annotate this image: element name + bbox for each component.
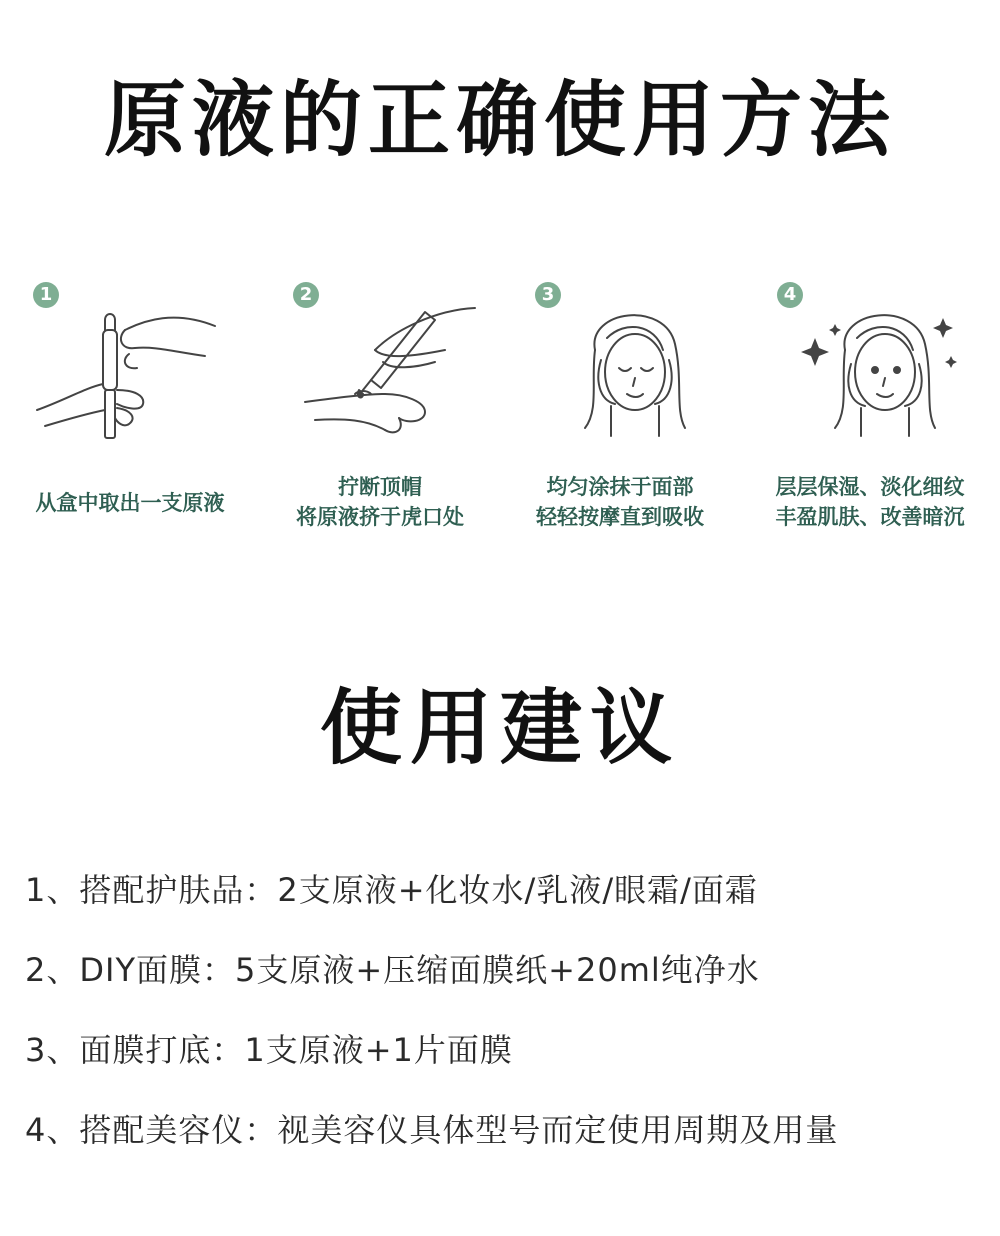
step-2 — [255, 278, 505, 548]
step-caption: 从盒中取出一支原液 — [35, 491, 225, 515]
step-caption — [745, 472, 995, 532]
step-caption-line: 拧断顶帽 — [338, 475, 422, 499]
step-caption — [495, 472, 745, 532]
step-4 — [745, 278, 995, 548]
step-1 — [5, 278, 255, 548]
step-caption-line: 将原液挤于虎口处 — [296, 505, 464, 529]
step-3 — [495, 278, 745, 548]
list-item: 3、面膜打底：1支原液+1片面膜 — [25, 1031, 513, 1069]
face-massage-illustration — [515, 290, 725, 440]
face-glow-illustration — [765, 290, 975, 440]
step-caption-line: 轻轻按摩直到吸收 — [536, 505, 704, 529]
page-title: 原液的正确使用方法 — [103, 72, 896, 168]
step-caption-line: 丰盈肌肤、改善暗沉 — [775, 505, 965, 529]
hand-ampoule-drop-illustration — [275, 290, 485, 440]
step-number-badge: 4 — [777, 282, 803, 308]
step-number-badge: 1 — [33, 282, 59, 308]
list-item: 1、搭配护肤品：2支原液+化妆水/乳液/眼霜/面霜 — [25, 871, 758, 909]
section-title: 使用建议 — [319, 680, 680, 776]
list-item: 4、搭配美容仪：视美容仪具体型号而定使用周期及用量 — [25, 1111, 839, 1149]
step-caption-line: 均匀涂抹于面部 — [546, 475, 694, 499]
list-item: 2、DIY面膜：5支原液+压缩面膜纸+20ml纯净水 — [25, 951, 760, 989]
step-number-badge: 2 — [293, 282, 319, 308]
step-caption-line: 层层保湿、淡化细纹 — [775, 475, 965, 499]
step-caption — [255, 472, 505, 532]
step-number-badge: 3 — [535, 282, 561, 308]
usage-tips-list — [25, 862, 985, 1182]
hand-holding-ampoule-illustration — [25, 290, 235, 440]
